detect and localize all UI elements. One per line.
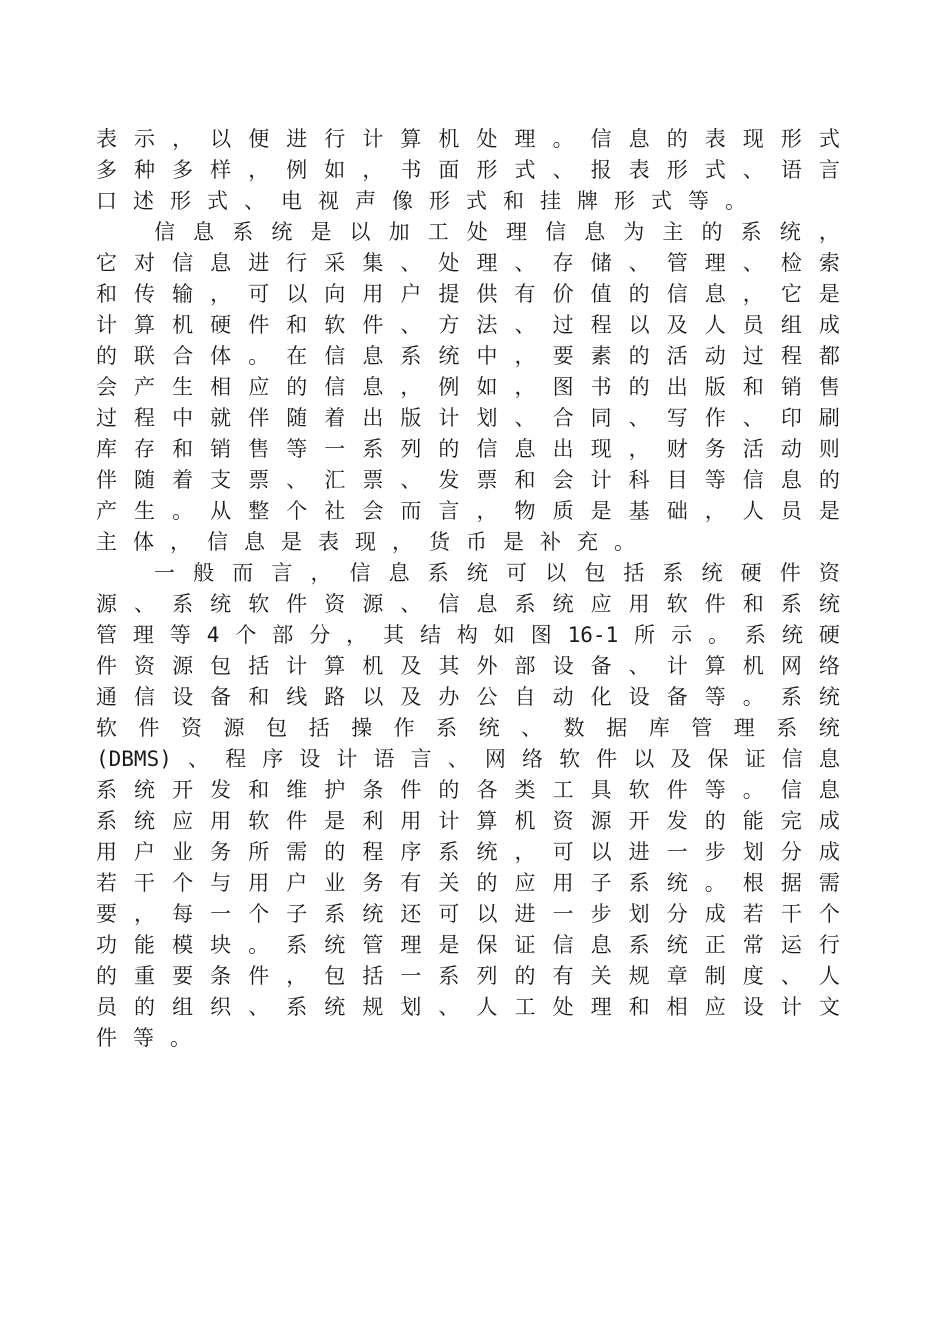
text-line: 软 件 资 源 包 括 操 作 系 统 、 数 据 库 管 理 系 统 (96, 716, 840, 740)
text-line: 若 干 个 与 用 户 业 务 有 关 的 应 用 子 系 统 。 根 据 需 (96, 871, 840, 895)
text-line: 件 资 源 包 括 计 算 机 及 其 外 部 设 备 、 计 算 机 网 络 (96, 654, 840, 678)
text-line: 它 对 信 息 进 行 采 集 、 处 理 、 存 储 、 管 理 、 检 索 (96, 251, 840, 275)
text-line: 管 理 等 4 个 部 分 ， 其 结 构 如 图 16-1 所 示 。 系 统 硬 (96, 623, 840, 647)
text-line: 员 的 组 织 、 系 统 规 划 、 人 工 处 理 和 相 应 设 计 文 (96, 995, 840, 1019)
text-line: 和 传 输 ， 可 以 向 用 户 提 供 有 价 值 的 信 息 ， 它 是 (96, 282, 840, 306)
text-line: 件 等 。 (96, 1026, 191, 1050)
text-line: 库 存 和 销 售 等 一 系 列 的 信 息 出 现 ， 财 务 活 动 则 (96, 437, 840, 461)
text-line: 表 示 ， 以 便 进 行 计 算 机 处 理 。 信 息 的 表 现 形 式 (96, 127, 840, 151)
text-line: 的 重 要 条 件 ， 包 括 一 系 列 的 有 关 规 章 制 度 、 人 (96, 964, 840, 988)
text-line: 系 统 开 发 和 维 护 条 件 的 各 类 工 具 软 件 等 。 信 息 (96, 778, 840, 802)
text-line: 源 、 系 统 软 件 资 源 、 信 息 系 统 应 用 软 件 和 系 统 (96, 592, 840, 616)
text-line: 会 产 生 相 应 的 信 息 ， 例 如 ， 图 书 的 出 版 和 销 售 (96, 375, 840, 399)
text-line: 系 统 应 用 软 件 是 利 用 计 算 机 资 源 开 发 的 能 完 成 (96, 809, 840, 833)
text-line: 的 联 合 体 。 在 信 息 系 统 中 ， 要 素 的 活 动 过 程 都 (96, 344, 840, 368)
text-line: 一 般 而 言 ， 信 息 系 统 可 以 包 括 系 统 硬 件 资 (154, 561, 840, 585)
text-line: 通 信 设 备 和 线 路 以 及 办 公 自 动 化 设 备 等 。 系 统 (96, 685, 840, 709)
text-line: 口 述 形 式 、 电 视 声 像 形 式 和 挂 牌 形 式 等 。 (96, 189, 746, 213)
body-text (96, 124, 840, 1054)
text-line: 要 ， 每 一 个 子 系 统 还 可 以 进 一 步 划 分 成 若 干 个 (96, 902, 840, 926)
text-line: 用 户 业 务 所 需 的 程 序 系 统 ， 可 以 进 一 步 划 分 成 (96, 840, 840, 864)
text-line: 功 能 模 块 。 系 统 管 理 是 保 证 信 息 系 统 正 常 运 行 (96, 933, 840, 957)
text-line: 过 程 中 就 伴 随 着 出 版 计 划 、 合 同 、 写 作 、 印 刷 (96, 406, 840, 430)
text-line: 产 生 。 从 整 个 社 会 而 言 ， 物 质 是 基 础 ， 人 员 是 (96, 499, 840, 523)
text-line: 计 算 机 硬 件 和 软 件 、 方 法 、 过 程 以 及 人 员 组 成 (96, 313, 840, 337)
text-line: 多 种 多 样 ， 例 如 ， 书 面 形 式 、 报 表 形 式 、 语 言 (96, 158, 840, 182)
text-line: 主 体 ， 信 息 是 表 现 ， 货 币 是 补 充 。 (96, 530, 635, 554)
text-line: (DBMS) 、 程 序 设 计 语 言 、 网 络 软 件 以 及 保 证 信 息 (96, 747, 840, 771)
text-line: 信 息 系 统 是 以 加 工 处 理 信 息 为 主 的 系 统 ， (154, 220, 840, 244)
text-line: 伴 随 着 支 票 、 汇 票 、 发 票 和 会 计 科 目 等 信 息 的 (96, 468, 840, 492)
